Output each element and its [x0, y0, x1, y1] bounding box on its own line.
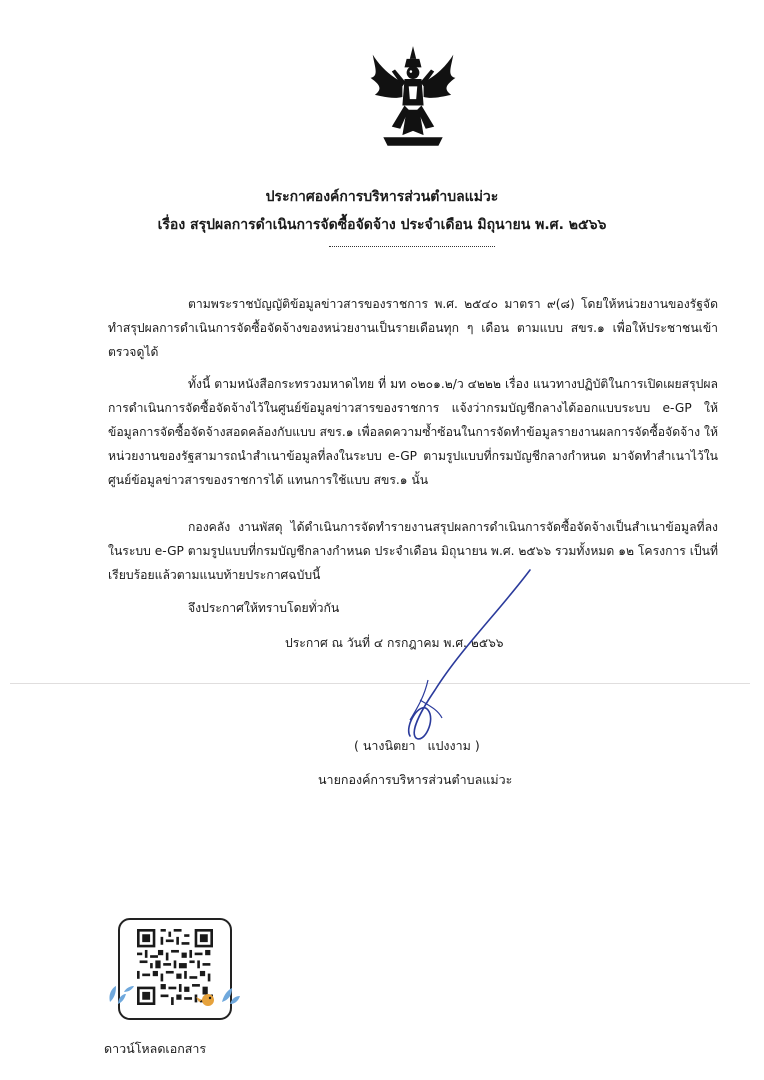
download-label: ดาวน์โหลดเอกสาร: [104, 1041, 207, 1056]
body-paragraph-2: ทั้งนี้ ตามหนังสือกระทรวงมหาดไทย ที่ มท ๐๒๐๑.๒/ว ๔๒๒๒ เรื่อง แนวทางปฏิบัติในการเปิดเผยสรุปผลการดำเนินการจัดซื้อจัดจ้างไว้ในศูนย์ข้อมูลข่าวสารของราชการ แจ้งว่ากรมบัญชีกลางได้ออกแบบระบบ e-GP ให้ข้อมูลการจัดซื้อจัดจ้างสอดคล้องกับแบบ สขร.๑ เพื่อลดความซ้ำซ้อนในการจัดทำข้อมูลรายงานผลการจัดซื้อจัดจ้าง ให้หน่วยงานของรัฐสามารถนำสำเนาข้อมูลที่ลงในระบบ e-GP ตามรูปแบบที่กรมบัญชีกลางกำหนด มาจัดทำสำเนาไว้ในศูนย์ข้อมูลข่าวสารของราชการได้ แทนการใช้แบบ สขร.๑ นั้น: [108, 377, 718, 487]
announce-date: ประกาศ ณ วันที่ ๔ กรกฎาคม พ.ศ. ๒๕๖๖: [285, 636, 504, 650]
title-divider: [329, 246, 495, 247]
signer-position: นายกองค์การบริหารส่วนตำบลแม่วะ: [318, 772, 513, 787]
leaf-decoration-icon: [104, 980, 244, 1010]
signer-name: ( นางนิตยา แปงงาม ): [354, 738, 480, 753]
body-paragraph-4: จึงประกาศให้ทราบโดยทั่วกัน: [188, 601, 340, 615]
pen-signature-icon: [380, 560, 560, 760]
garuda-emblem-icon: [360, 44, 466, 150]
body-paragraph-1: ตามพระราชบัญญัติข้อมูลข่าวสารของราชการ พ.ศ. ๒๕๔๐ มาตรา ๙(๘) โดยให้หน่วยงานของรัฐจัดทำสรุปผลการดำเนินการจัดซื้อจัดจ้างของหน่วยงานเป็นรายเดือนทุก ๆ เดือน ตามแบบ สขร.๑ เพื่อให้ประชาชนเข้าตรวจดูได้: [108, 297, 718, 359]
announcement-title: ประกาศองค์การบริหารส่วนตำบลแม่วะ: [265, 189, 499, 205]
announcement-subject: เรื่อง สรุปผลการดำเนินการจัดซื้อจัดจ้าง ประจำเดือน มิถุนายน พ.ศ. ๒๕๖๖: [157, 217, 607, 233]
body-paragraph-3: กองคลัง งานพัสดุ ได้ดำเนินการจัดทำรายงานสรุปผลการดำเนินการจัดซื้อจัดจ้างเป็นสำเนาข้อมูลที่ลงในระบบ e-GP ตามรูปแบบที่กรมบัญชีกลางกำหนด ประจำเดือน มิถุนายน พ.ศ. ๒๕๖๖ รวมทั้งหมด ๑๒ โครงการ เป็นที่เรียบร้อยแล้วตามแนบท้ายประกาศฉบับนี้: [108, 520, 718, 582]
